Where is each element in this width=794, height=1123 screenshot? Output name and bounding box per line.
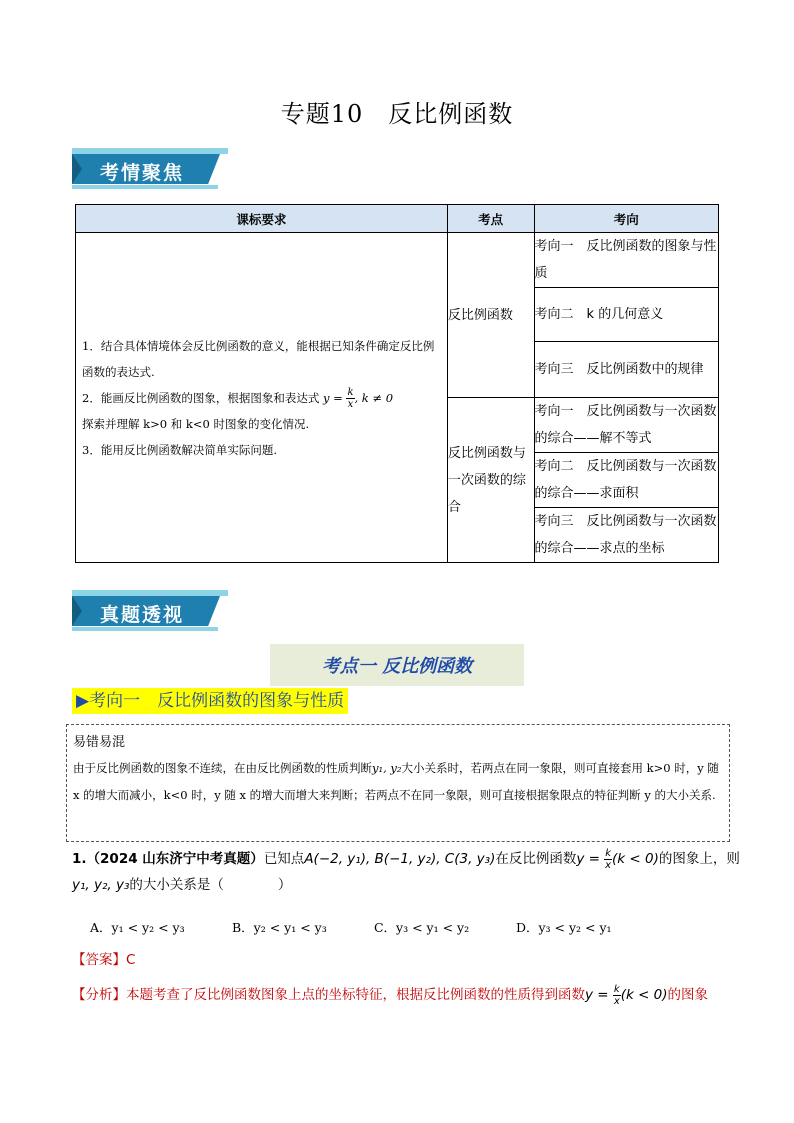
fraction-k-over-x: $\frac{k}{x}$ bbox=[605, 847, 612, 871]
header-direction: 考向 bbox=[534, 205, 718, 233]
question-1: 1.（2024 山东济宁中考真题）已知点A(−2, y₁), B(−1, y₂), C(3, y₃)在反比例函数y = $\frac{k}{x}$ (k < 0)的图象上，则 y₁, y₂, y₃的大小关系是（ ） bbox=[72, 847, 740, 893]
option-d[interactable]: D．y₃ < y₂ < y₁ bbox=[515, 920, 612, 935]
point-inverse-function: 反比例函数 bbox=[447, 233, 534, 398]
fraction-k-over-x: $\frac{k}{x}$ bbox=[347, 387, 354, 410]
option-c[interactable]: C．y₃ < y₁ < y₂ bbox=[373, 920, 470, 935]
curriculum-table bbox=[75, 204, 719, 563]
question-number: 1. bbox=[72, 851, 87, 867]
header-requirement: 课标要求 bbox=[76, 205, 448, 233]
topic-title: 考点一 反比例函数 bbox=[321, 656, 473, 677]
question-options bbox=[90, 918, 730, 936]
question-source: （2024 山东济宁中考真题） bbox=[86, 851, 264, 867]
requirement-line-2: 2．能画反比例函数的图象，根据图象和表达式 y = $\frac{k}{x}$ , k ≠ 0 bbox=[82, 387, 394, 410]
section-banner-exam bbox=[72, 590, 228, 632]
direction-1-3: 考向三 反比例函数中的规律 bbox=[534, 342, 718, 398]
direction-1-2: 考向二 k 的几何意义 bbox=[534, 288, 718, 342]
question-points: A(−2, y₁), B(−1, y₂), C(3, y₃) bbox=[304, 851, 496, 867]
requirement-line-1: 1．结合具体情境体会反比例函数的意义，能根据已知条件确定反比例函数的表达式. bbox=[82, 338, 435, 379]
topic-box bbox=[270, 644, 524, 686]
requirement-cell bbox=[76, 233, 448, 563]
direction-1-1: 考向一 反比例函数的图象与性质 bbox=[534, 233, 718, 288]
answer: 【答案】C bbox=[72, 952, 136, 968]
mistake-heading: 易错易混 bbox=[73, 735, 126, 750]
fraction-k-over-x: $\frac{k}{x}$ bbox=[613, 983, 620, 1007]
direction-heading: ▶考向一 反比例函数的图象与性质 bbox=[72, 688, 348, 714]
requirement-line-4: 3．能用反比例函数解决简单实际问题. bbox=[82, 442, 277, 457]
option-b[interactable]: B．y₂ < y₁ < y₃ bbox=[231, 920, 327, 935]
direction-2-1: 考向一 反比例函数与一次函数的综合——解不等式 bbox=[534, 398, 718, 453]
direction-2-3: 考向三 反比例函数与一次函数的综合——求点的坐标 bbox=[534, 508, 718, 563]
analysis: 【分析】本题考查了反比例函数图象上点的坐标特征，根据反比例函数的性质得到函数y = $\frac{k}{x}$ (k < 0)的图象 bbox=[72, 983, 709, 1007]
mistake-box bbox=[66, 724, 730, 842]
point-combined-function: 反比例函数与一次函数的综合 bbox=[447, 398, 534, 563]
option-a[interactable]: A．y₁ < y₂ < y₃ bbox=[90, 920, 185, 935]
banner-label: 真题透视 bbox=[100, 604, 185, 626]
analysis-label: 【分析】 bbox=[72, 987, 126, 1003]
page-title: 专题10 反比例函数 bbox=[280, 100, 514, 128]
direction-2-2: 考向二 反比例函数与一次函数的综合——求面积 bbox=[534, 453, 718, 508]
mistake-body: 由于反比例函数的图象不连续，在由反比例函数的性质判断y₁, y₂大小关系时，若两点在同一象限，则可直接套用 k>0 时，y 随 x 的增大而减小，k<0 时，y 随 x 的增大而增大来判断；若两点不在同一象限，则可直接根据象限点的特征判断 y 的大小关系. bbox=[73, 761, 719, 802]
section-banner-focus bbox=[72, 148, 228, 190]
banner-label: 考情聚焦 bbox=[100, 162, 185, 184]
header-point: 考点 bbox=[447, 205, 534, 233]
requirement-line-3: 探索并理解 k>0 和 k<0 时图象的变化情况. bbox=[82, 416, 310, 431]
